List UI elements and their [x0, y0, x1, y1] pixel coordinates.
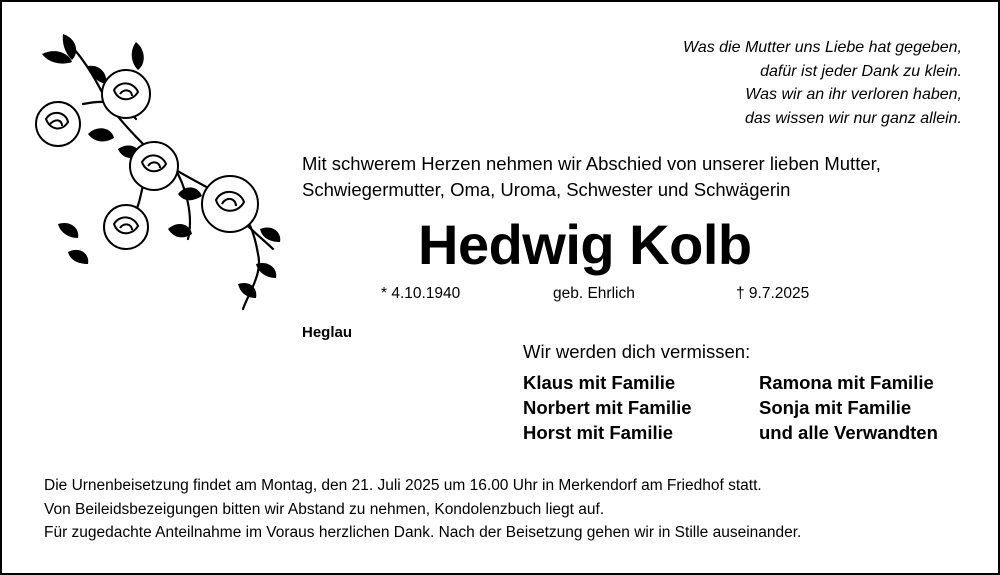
rose-branch-icon: [28, 24, 288, 314]
mourner-entry: Norbert mit Familie: [523, 397, 692, 418]
poem-line: Was wir an ihr verloren haben,: [745, 86, 962, 103]
mourner-entry: Klaus mit Familie: [523, 372, 676, 393]
mourners-list-left: [523, 370, 692, 445]
deceased-name: Hedwig Kolb: [418, 213, 752, 276]
poem-line: Was die Mutter uns Liebe hat gegeben,: [683, 39, 962, 56]
place-name: Heglau: [302, 324, 353, 341]
maiden-name: geb. Ehrlich: [553, 285, 635, 302]
notice-line: Die Urnenbeisetzung findet am Montag, den 21. Juli 2025 um 16.00 Uhr in Merkendorf am Friedhof statt.: [44, 477, 762, 494]
poem-line: dafür ist jeder Dank zu klein.: [760, 62, 962, 80]
funeral-notice: [44, 474, 801, 545]
mourner-entry: Horst mit Familie: [523, 422, 674, 443]
mourner-entry: Ramona mit Familie: [759, 372, 934, 393]
mourner-entry: Sonja mit Familie: [759, 397, 912, 418]
farewell-intro: [302, 151, 881, 203]
intro-line: Mit schwerem Herzen nehmen wir Abschied von unserer lieben Mutter,: [302, 153, 881, 174]
poem-line: das wissen wir nur ganz allein.: [745, 109, 962, 127]
birth-date: * 4.10.1940: [381, 285, 461, 302]
mourners-heading: Wir werden dich vermissen:: [523, 341, 751, 362]
mourners-list-right: [759, 370, 938, 445]
notice-line: Von Beileidsbezeigungen bitten wir Abstand zu nehmen, Kondolenzbuch liegt auf.: [44, 500, 605, 518]
intro-line: Schwiegermutter, Oma, Uroma, Schwester und Schwägerin: [302, 179, 791, 200]
mourner-entry: und alle Verwandten: [759, 422, 938, 443]
notice-line: Für zugedachte Anteilnahme im Voraus herzlichen Dank. Nach der Beisetzung gehen wir in Stille auseinander.: [44, 524, 802, 541]
memorial-poem: [683, 36, 962, 130]
death-date: † 9.7.2025: [736, 285, 810, 302]
